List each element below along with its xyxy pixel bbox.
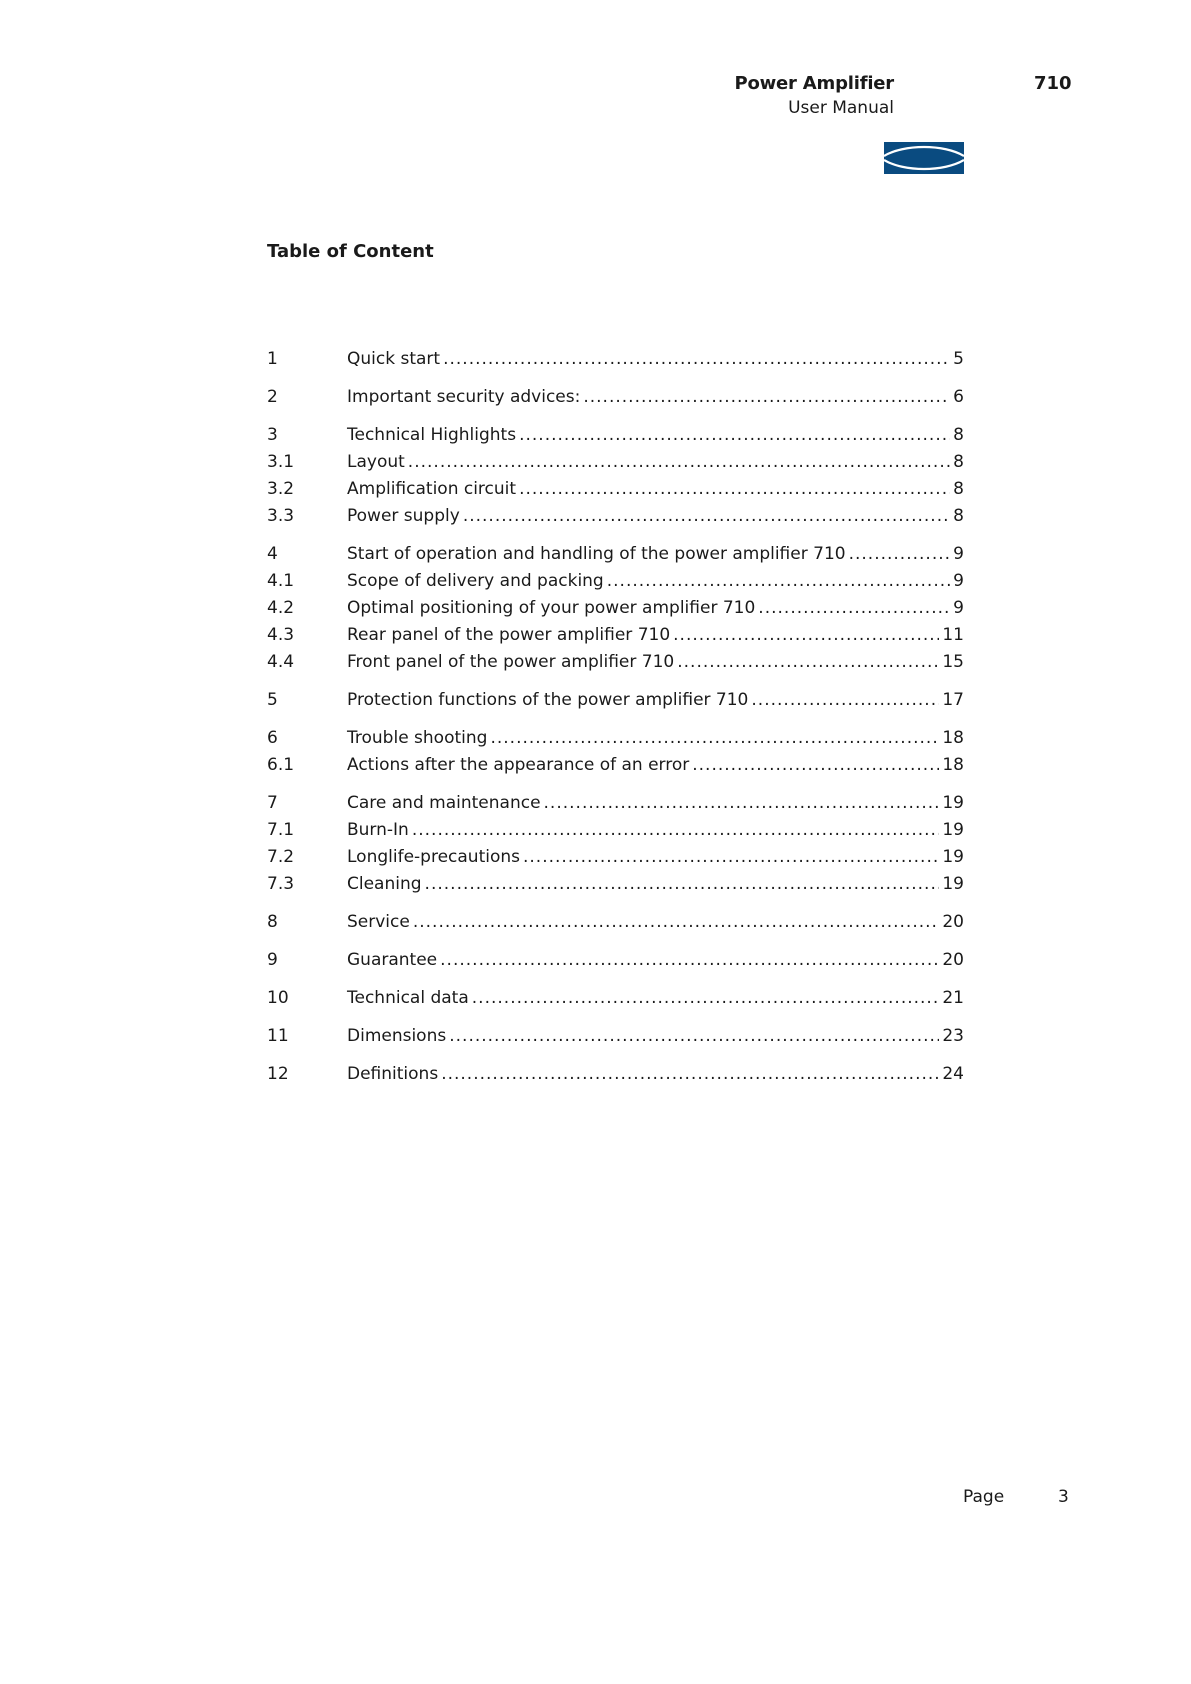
toc-entry-number: 3.2 [267, 479, 295, 499]
toc-entry[interactable] [267, 985, 964, 1012]
toc-entry-number: 3 [267, 425, 278, 445]
toc-entry[interactable] [267, 649, 964, 676]
toc-entry-number: 7.3 [267, 874, 295, 894]
toc-leader-dots [692, 752, 939, 779]
toc-entry-number: 7 [267, 793, 278, 813]
toc-entry-number: 7.2 [267, 847, 295, 867]
toc-entry-page: 8 [953, 452, 964, 472]
toc-entry-number: 9 [267, 950, 278, 970]
toc-entry-page: 9 [953, 544, 964, 564]
toc-entry-title: Scope of delivery and packing [347, 571, 604, 591]
toc-leader-dots [519, 476, 950, 503]
toc-entry[interactable] [267, 346, 964, 373]
toc-leader-dots [463, 503, 950, 530]
toc-entry-title: Service [347, 912, 410, 932]
toc-entry-title: Amplification circuit [347, 479, 517, 499]
toc-entry-page: 18 [942, 755, 964, 775]
toc-entry-page: 19 [942, 820, 964, 840]
toc-entry-page: 18 [942, 728, 964, 748]
toc-entry-number: 3.1 [267, 452, 295, 472]
toc-entry-title: Longlife-precautions [347, 847, 520, 867]
toc-entry-title: Burn-In [347, 820, 409, 840]
toc-entry-title: Guarantee [347, 950, 438, 970]
toc-entry-page: 6 [953, 387, 964, 407]
toc-entry[interactable] [267, 725, 964, 752]
toc-entry-title: Quick start [347, 349, 441, 369]
toc-entry-title: Optimal positioning of your power amplifier 710 [347, 598, 756, 618]
toc-entry-number: 2 [267, 387, 278, 407]
toc-entry-number: 7.1 [267, 820, 295, 840]
toc-entry[interactable] [267, 568, 964, 595]
toc-entry-number: 4.4 [267, 652, 295, 672]
toc-entry-number: 4 [267, 544, 278, 564]
toc-entry-page: 19 [942, 847, 964, 867]
toc-entry-page: 23 [942, 1026, 964, 1046]
toc-entry-title: Trouble shooting [347, 728, 488, 748]
toc-leader-dots [519, 422, 950, 449]
toc-entry-page: 21 [942, 988, 964, 1008]
toc-entry-title: Technical Highlights [347, 425, 517, 445]
toc-entry[interactable] [267, 947, 964, 974]
toc-entry[interactable] [267, 790, 964, 817]
toc-entry-page: 17 [942, 690, 964, 710]
toc-entry-number: 10 [267, 988, 289, 1008]
toc-entry-title: Actions after the appearance of an error [347, 755, 690, 775]
toc-leader-dots [544, 790, 940, 817]
toc-list [267, 346, 964, 1088]
toc-entry[interactable] [267, 1061, 964, 1088]
toc-entry-number: 8 [267, 912, 278, 932]
toc-leader-dots [673, 622, 939, 649]
toc-entry[interactable] [267, 449, 964, 476]
toc-entry[interactable] [267, 844, 964, 871]
toc-entry-number: 4.3 [267, 625, 295, 645]
toc-entry[interactable] [267, 817, 964, 844]
toc-leader-dots [440, 947, 939, 974]
toc-leader-dots [758, 595, 950, 622]
toc-entry-page: 9 [953, 571, 964, 591]
toc-entry-title: Cleaning [347, 874, 422, 894]
toc-entry-number: 5 [267, 690, 278, 710]
toc-leader-dots [583, 384, 950, 411]
toc-entry-page: 8 [953, 506, 964, 526]
toc-leader-dots [441, 1061, 939, 1088]
footer-page-number: 3 [1058, 1487, 1069, 1507]
toc-leader-dots [425, 871, 940, 898]
toc-entry-page: 20 [942, 912, 964, 932]
toc-leader-dots [413, 909, 940, 936]
toc-leader-dots [677, 649, 939, 676]
toc-entry-number: 11 [267, 1026, 289, 1046]
toc-entry-page: 9 [953, 598, 964, 618]
toc-leader-dots [449, 1023, 939, 1050]
toc-entry-title: Important security advices: [347, 387, 581, 407]
footer-page-label: Page [963, 1487, 1005, 1507]
header-product-name: Power Amplifier [734, 73, 894, 94]
toc-leader-dots [408, 449, 950, 476]
toc-entry-page: 19 [942, 874, 964, 894]
toc-entry[interactable] [267, 422, 964, 449]
toc-entry-number: 12 [267, 1064, 289, 1084]
toc-entry[interactable] [267, 384, 964, 411]
toc-entry[interactable] [267, 476, 964, 503]
toc-leader-dots [472, 985, 940, 1012]
toc-entry-title: Care and maintenance [347, 793, 541, 813]
toc-entry-number: 4.2 [267, 598, 295, 618]
toc-leader-dots [412, 817, 940, 844]
toc-entry-title: Protection functions of the power amplifier 710 [347, 690, 749, 710]
toc-entry-title: Front panel of the power amplifier 710 [347, 652, 675, 672]
toc-entry-title: Rear panel of the power amplifier 710 [347, 625, 671, 645]
toc-entry-page: 8 [953, 425, 964, 445]
toc-entry[interactable] [267, 909, 964, 936]
toc-entry-page: 24 [942, 1064, 964, 1084]
toc-leader-dots [490, 725, 939, 752]
toc-entry-title: Power supply [347, 506, 460, 526]
toc-entry[interactable] [267, 752, 964, 779]
toc-entry-page: 15 [942, 652, 964, 672]
toc-leader-dots [607, 568, 950, 595]
toc-entry-number: 1 [267, 349, 278, 369]
toc-leader-dots [751, 687, 939, 714]
toc-entry-title: Definitions [347, 1064, 439, 1084]
toc-entry-title: Start of operation and handling of the power amplifier 710 [347, 544, 846, 564]
brand-logo-icon [884, 142, 964, 174]
toc-entry-page: 5 [953, 349, 964, 369]
toc-entry-number: 4.1 [267, 571, 295, 591]
toc-entry[interactable] [267, 541, 964, 568]
toc-entry[interactable] [267, 1023, 964, 1050]
toc-entry-title: Technical data [347, 988, 469, 1008]
header-document-type: User Manual [788, 98, 894, 118]
toc-entry-number: 6 [267, 728, 278, 748]
toc-entry-page: 11 [942, 625, 964, 645]
toc-entry-page: 8 [953, 479, 964, 499]
toc-entry-title: Layout [347, 452, 405, 472]
toc-entry[interactable] [267, 503, 964, 530]
toc-leader-dots [523, 844, 939, 871]
toc-entry-page: 20 [942, 950, 964, 970]
toc-entry[interactable] [267, 687, 964, 714]
toc-entry[interactable] [267, 871, 964, 898]
toc-entry[interactable] [267, 622, 964, 649]
toc-entry[interactable] [267, 595, 964, 622]
toc-leader-dots [849, 541, 951, 568]
toc-heading: Table of Content [267, 241, 434, 262]
toc-entry-page: 19 [942, 793, 964, 813]
header-model-number: 710 [1034, 73, 1072, 94]
toc-entry-number: 6.1 [267, 755, 295, 775]
toc-leader-dots [443, 346, 950, 373]
toc-entry-title: Dimensions [347, 1026, 447, 1046]
toc-entry-number: 3.3 [267, 506, 295, 526]
